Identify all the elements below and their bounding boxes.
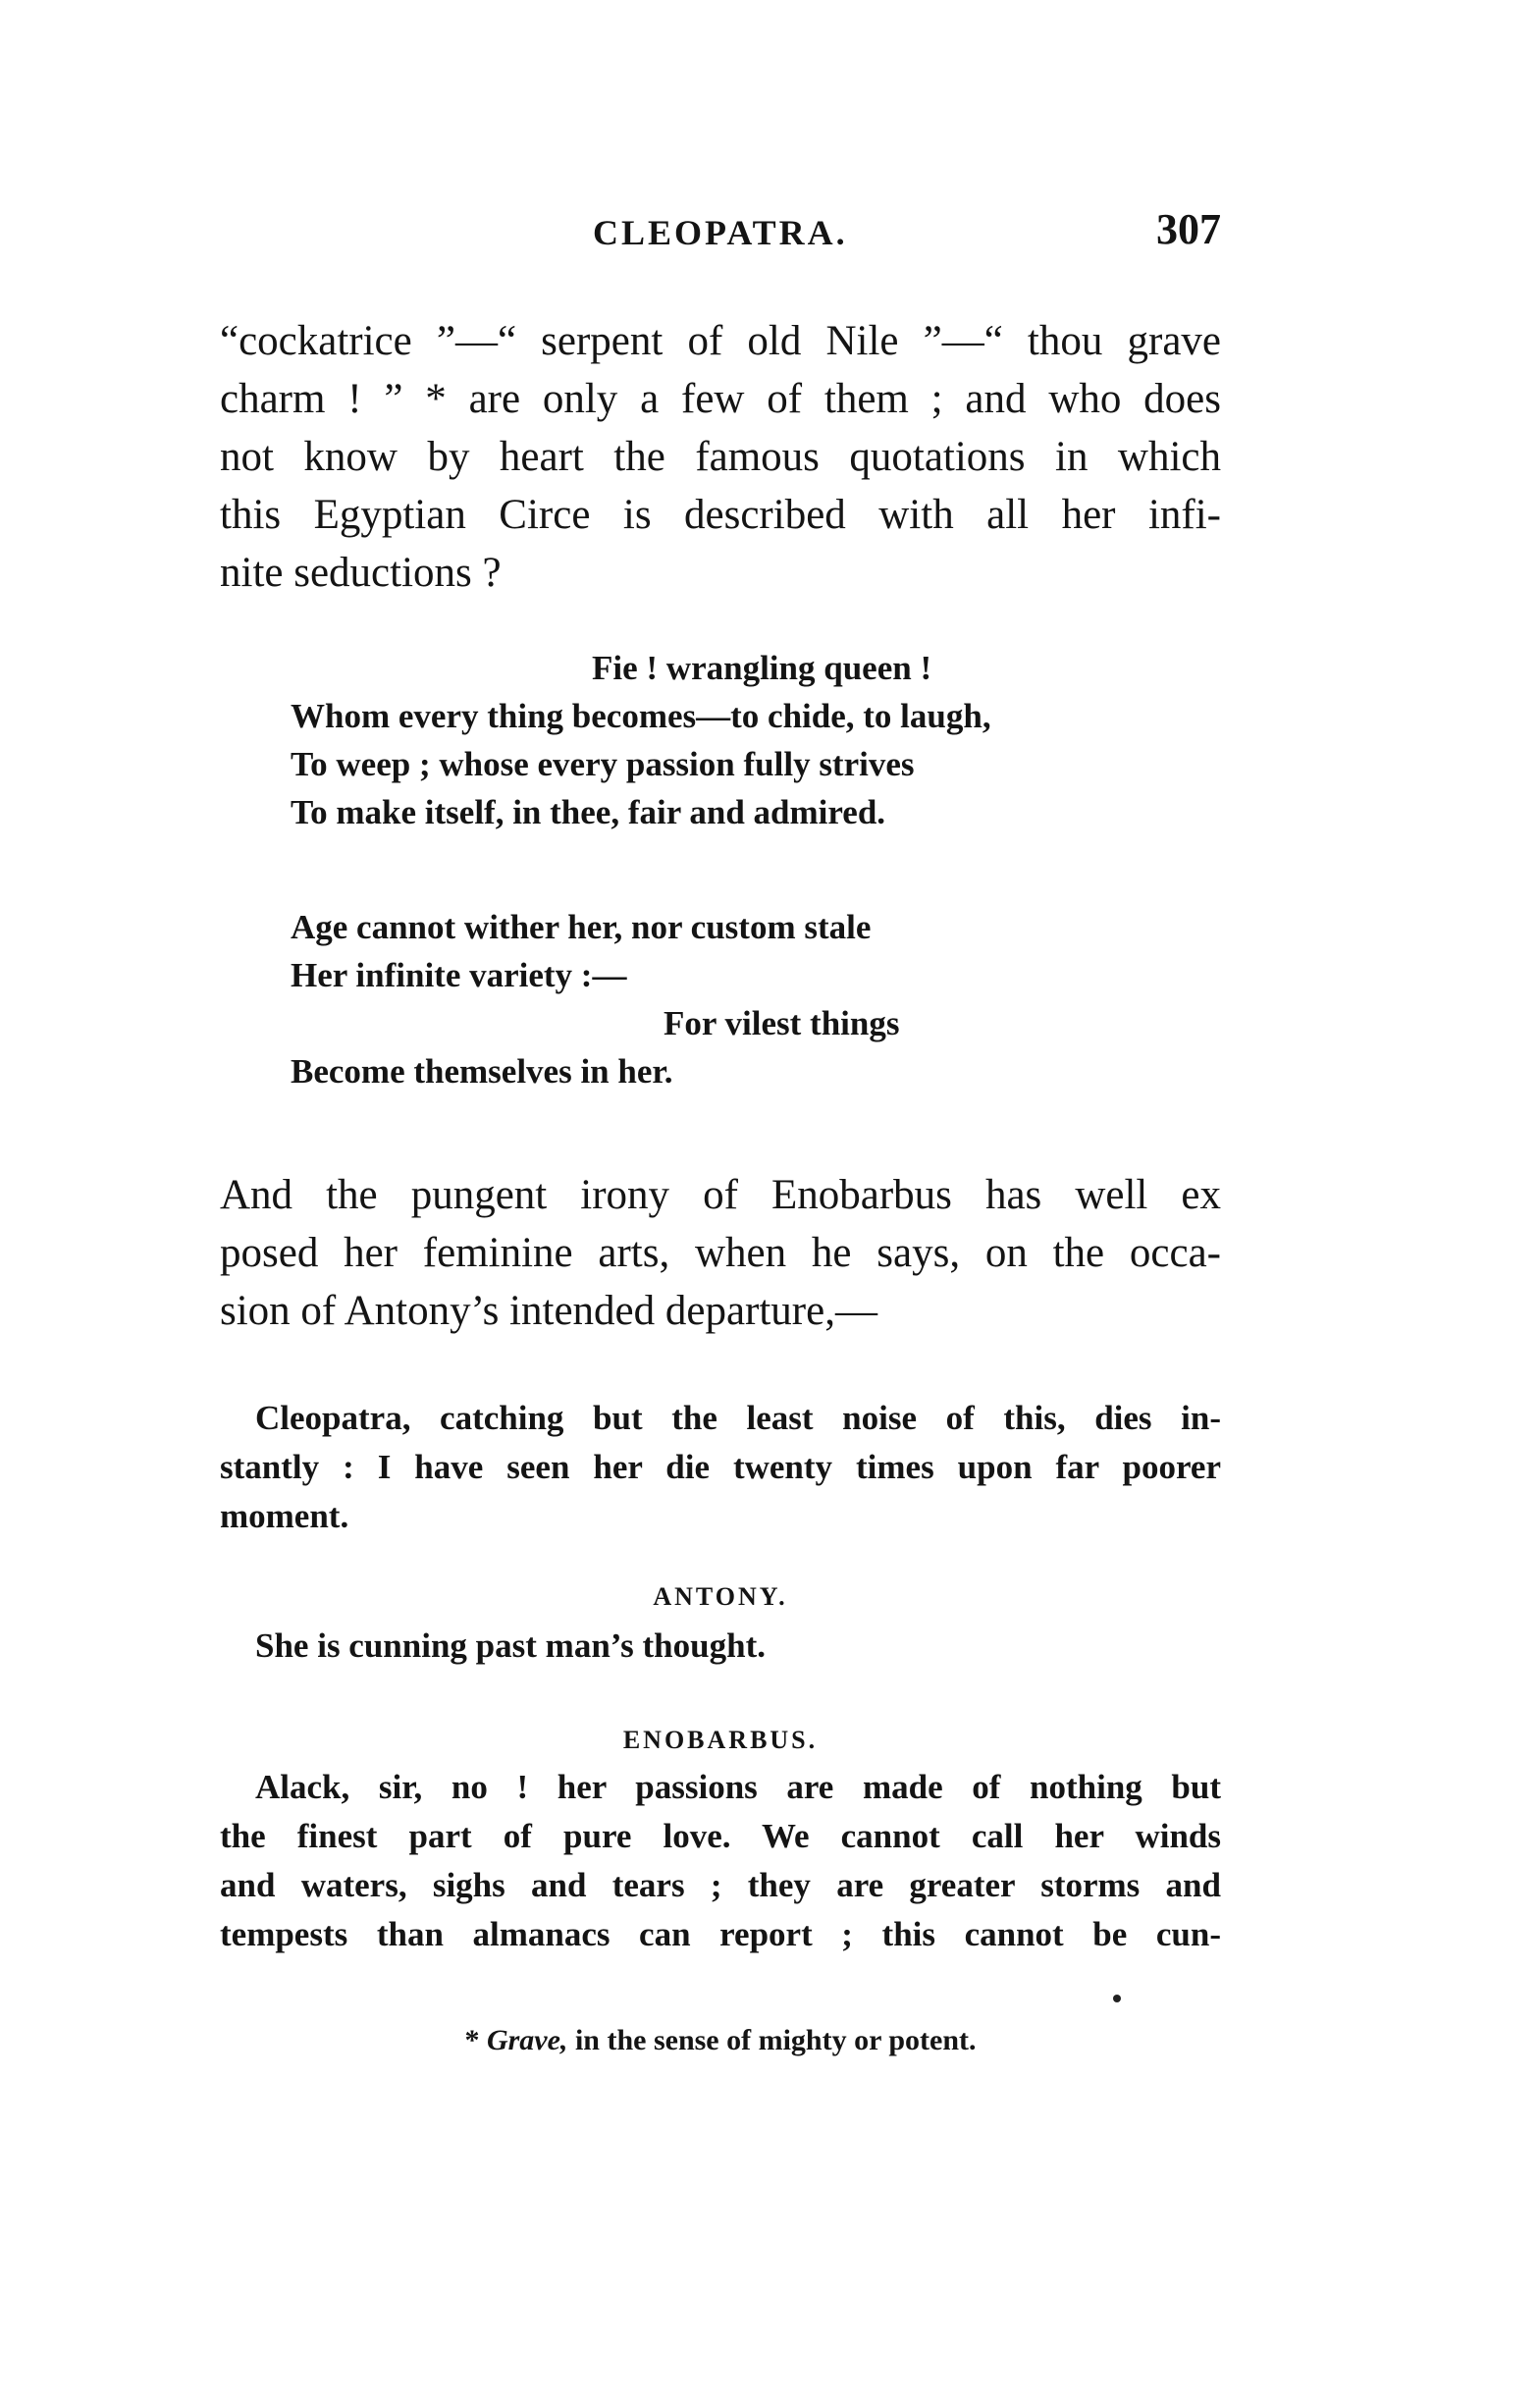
- verse-line: For vilest things: [664, 1004, 900, 1042]
- text-line: not know by heart the famous quotations in which: [220, 434, 1221, 480]
- text-line: charm ! ” * are only a few of them ; and who does: [220, 376, 1221, 422]
- quote-line: the finest part of pure love. We cannot call her winds: [220, 1817, 1221, 1855]
- footnote-term: Grave,: [486, 2024, 568, 2056]
- verse-line: Fie ! wrangling queen !: [592, 649, 932, 687]
- footnote: [220, 2024, 1221, 2057]
- running-title: CLEOPATRA.: [593, 213, 848, 252]
- quote-cleopatra-dies: [220, 1394, 1221, 1541]
- verse-line: To make itself, in thee, fair and admired.: [291, 793, 886, 831]
- paragraph-enobarbus-irony: [220, 1166, 1221, 1340]
- text-line: posed her feminine arts, when he says, on the occa-: [220, 1230, 1221, 1276]
- verse-line: To weep ; whose every passion fully strives: [291, 745, 915, 783]
- quote-line: moment.: [220, 1497, 349, 1535]
- verse-line: Whom every thing becomes—to chide, to laugh,: [291, 697, 991, 735]
- verse-line: Her infinite variety :—: [291, 956, 627, 994]
- text-line: And the pungent irony of Enobarbus has well ex: [220, 1172, 1221, 1218]
- enobarbus-speech: [220, 1763, 1221, 1959]
- ink-speck: [1113, 1995, 1121, 2002]
- footnote-marker: *: [464, 2024, 480, 2056]
- verse-line: Age cannot wither her, nor custom stale: [291, 908, 872, 946]
- antony-speech: [220, 1622, 1221, 1671]
- speaker-antony: ANTONY.: [653, 1582, 788, 1611]
- quote-line: She is cunning past man’s thought.: [255, 1626, 766, 1665]
- page-header: [220, 204, 1221, 263]
- quote-line: tempests than almanacs can report ; this cannot be cun-: [220, 1915, 1221, 1953]
- quote-line: stantly : I have seen her die twenty times upon far poorer: [220, 1448, 1221, 1486]
- quote-line: Cleopatra, catching but the least noise of this, dies in-: [255, 1399, 1221, 1437]
- verse-fie-wrangling-queen: [291, 644, 991, 836]
- verse-line: Become themselves in her.: [291, 1052, 673, 1091]
- verse-age-cannot-wither: [291, 903, 899, 1095]
- text-line: “cockatrice ”—“ serpent of old Nile ”—“ thou grave: [220, 318, 1221, 364]
- text-line: sion of Antony’s intended departure,—: [220, 1288, 877, 1334]
- quote-line: Alack, sir, no ! her passions are made of nothing but: [255, 1768, 1221, 1806]
- paragraph-cockatrice: [220, 312, 1221, 602]
- text-line: this Egyptian Circe is described with all her infi-: [220, 492, 1221, 538]
- page-number: 307: [1156, 205, 1221, 253]
- quote-line: and waters, sighs and tears ; they are greater storms and: [220, 1866, 1221, 1904]
- footnote-text: in the sense of mighty or potent.: [574, 2024, 977, 2056]
- text-line: nite seductions ?: [220, 550, 502, 596]
- speaker-enobarbus: ENOBARBUS.: [622, 1726, 819, 1754]
